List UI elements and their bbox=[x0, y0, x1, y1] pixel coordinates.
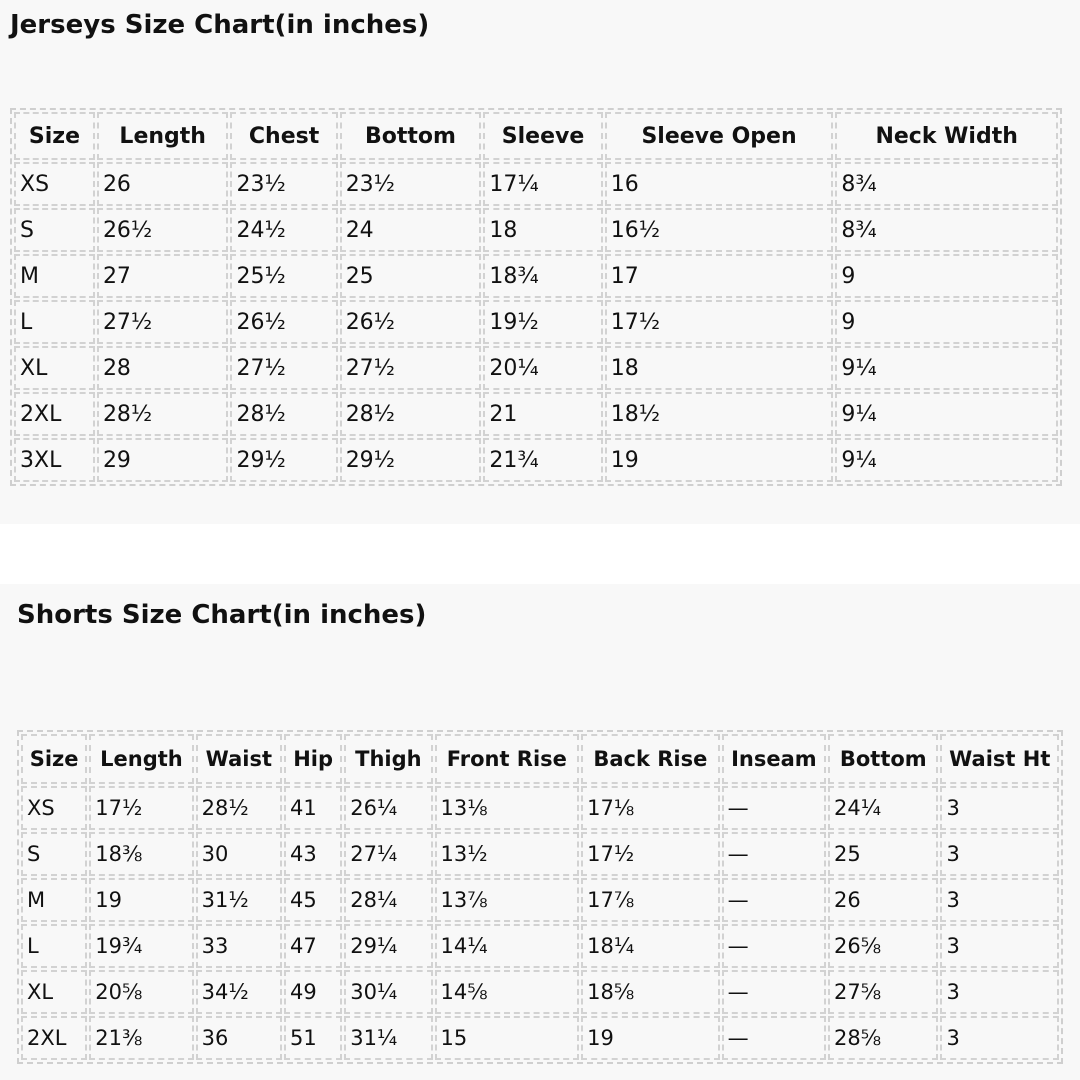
table-row bbox=[14, 438, 1058, 482]
column-header: Length bbox=[97, 112, 229, 160]
table-cell: XL bbox=[21, 970, 87, 1014]
table-cell: 3 bbox=[940, 1016, 1059, 1060]
table-cell: 21 bbox=[483, 392, 602, 436]
table-cell: 23½ bbox=[230, 162, 337, 206]
table-cell: 26 bbox=[97, 162, 229, 206]
table-cell: 51 bbox=[284, 1016, 342, 1060]
table-row bbox=[14, 208, 1058, 252]
table-cell: 27½ bbox=[230, 346, 337, 390]
table-cell: 28½ bbox=[230, 392, 337, 436]
table-row bbox=[14, 392, 1058, 436]
table-cell: 17½ bbox=[89, 786, 193, 830]
table-cell: — bbox=[722, 1016, 826, 1060]
table-cell: 2XL bbox=[14, 392, 95, 436]
table-cell: 26½ bbox=[340, 300, 482, 344]
table-cell: 17⅛ bbox=[581, 786, 720, 830]
table-cell: 19¾ bbox=[89, 924, 193, 968]
table-cell: 17¼ bbox=[483, 162, 602, 206]
shorts-chart-title: Shorts Size Chart(in inches) bbox=[17, 600, 427, 630]
table-cell: 2XL bbox=[21, 1016, 87, 1060]
table-cell: 16½ bbox=[605, 208, 834, 252]
table-cell: 15 bbox=[435, 1016, 580, 1060]
table-cell: — bbox=[722, 924, 826, 968]
table-cell: 13⅞ bbox=[435, 878, 580, 922]
column-header: Size bbox=[21, 734, 87, 784]
table-cell: XL bbox=[14, 346, 95, 390]
column-header: Sleeve bbox=[483, 112, 602, 160]
table-cell: 3 bbox=[940, 878, 1059, 922]
table-row bbox=[21, 924, 1059, 968]
table-cell: 24 bbox=[340, 208, 482, 252]
table-cell: 18⅝ bbox=[581, 970, 720, 1014]
table-cell: L bbox=[21, 924, 87, 968]
table-cell: 9 bbox=[835, 300, 1058, 344]
column-header: Back Rise bbox=[581, 734, 720, 784]
table-cell: 26½ bbox=[230, 300, 337, 344]
table-cell: 17½ bbox=[605, 300, 834, 344]
table-cell: 3XL bbox=[14, 438, 95, 482]
table-cell: 29 bbox=[97, 438, 229, 482]
column-header: Neck Width bbox=[835, 112, 1058, 160]
column-header: Inseam bbox=[722, 734, 826, 784]
table-cell: 3 bbox=[940, 924, 1059, 968]
table-cell: 18¾ bbox=[483, 254, 602, 298]
table-cell: 34½ bbox=[196, 970, 282, 1014]
table-cell: 19½ bbox=[483, 300, 602, 344]
table-cell: 20⅝ bbox=[89, 970, 193, 1014]
table-cell: 28⅝ bbox=[828, 1016, 938, 1060]
table-cell: 25½ bbox=[230, 254, 337, 298]
table-cell: 18 bbox=[483, 208, 602, 252]
table-row bbox=[14, 346, 1058, 390]
table-row bbox=[21, 1016, 1059, 1060]
table-cell: S bbox=[21, 832, 87, 876]
table-cell: 28½ bbox=[340, 392, 482, 436]
table-cell: — bbox=[722, 832, 826, 876]
table-cell: 27½ bbox=[97, 300, 229, 344]
column-header: Waist bbox=[196, 734, 282, 784]
table-cell: 18¼ bbox=[581, 924, 720, 968]
column-header: Length bbox=[89, 734, 193, 784]
table-cell: 18½ bbox=[605, 392, 834, 436]
table-cell: 33 bbox=[196, 924, 282, 968]
table-cell: 25 bbox=[828, 832, 938, 876]
table-cell: 25 bbox=[340, 254, 482, 298]
table-cell: 9¼ bbox=[835, 438, 1058, 482]
table-cell: 17 bbox=[605, 254, 834, 298]
table-row bbox=[21, 878, 1059, 922]
table-cell: 9¼ bbox=[835, 346, 1058, 390]
table-cell: 23½ bbox=[340, 162, 482, 206]
table-cell: 30 bbox=[196, 832, 282, 876]
table-cell: 19 bbox=[89, 878, 193, 922]
table-cell: 18⅜ bbox=[89, 832, 193, 876]
table-cell: 27¼ bbox=[344, 832, 432, 876]
column-header: Waist Ht bbox=[940, 734, 1059, 784]
table-cell: M bbox=[21, 878, 87, 922]
table-cell: 30¼ bbox=[344, 970, 432, 1014]
table-row bbox=[21, 786, 1059, 830]
table-cell: — bbox=[722, 786, 826, 830]
table-cell: 13½ bbox=[435, 832, 580, 876]
table-cell: XS bbox=[21, 786, 87, 830]
table-cell: 9 bbox=[835, 254, 1058, 298]
jerseys-chart-title: Jerseys Size Chart(in inches) bbox=[10, 10, 430, 40]
table-cell: 8¾ bbox=[835, 162, 1058, 206]
table-cell: XS bbox=[14, 162, 95, 206]
table-cell: 27⅝ bbox=[828, 970, 938, 1014]
table-cell: 3 bbox=[940, 832, 1059, 876]
table-cell: — bbox=[722, 970, 826, 1014]
table-cell: 19 bbox=[581, 1016, 720, 1060]
table-cell: M bbox=[14, 254, 95, 298]
table-cell: 9¼ bbox=[835, 392, 1058, 436]
table-cell: 21¾ bbox=[483, 438, 602, 482]
table-cell: 26 bbox=[828, 878, 938, 922]
table-cell: 3 bbox=[940, 786, 1059, 830]
table-cell: 20¼ bbox=[483, 346, 602, 390]
column-header: Bottom bbox=[340, 112, 482, 160]
column-header: Sleeve Open bbox=[605, 112, 834, 160]
table-row bbox=[14, 162, 1058, 206]
table-cell: 16 bbox=[605, 162, 834, 206]
table-row bbox=[21, 970, 1059, 1014]
table-cell: 26⅝ bbox=[828, 924, 938, 968]
table-row bbox=[21, 832, 1059, 876]
table-cell: 24¼ bbox=[828, 786, 938, 830]
column-header: Thigh bbox=[344, 734, 432, 784]
table-cell: 28½ bbox=[196, 786, 282, 830]
table-cell: 29½ bbox=[230, 438, 337, 482]
table-cell: 19 bbox=[605, 438, 834, 482]
table-cell: 17⅞ bbox=[581, 878, 720, 922]
table-cell: 24½ bbox=[230, 208, 337, 252]
table-cell: 45 bbox=[284, 878, 342, 922]
table-header-row bbox=[14, 112, 1058, 160]
table-cell: 13⅛ bbox=[435, 786, 580, 830]
table-cell: 47 bbox=[284, 924, 342, 968]
table-cell: — bbox=[722, 878, 826, 922]
table-cell: 26¼ bbox=[344, 786, 432, 830]
shorts-size-table bbox=[17, 730, 1063, 1064]
column-header: Front Rise bbox=[435, 734, 580, 784]
table-cell: 28¼ bbox=[344, 878, 432, 922]
table-cell: 8¾ bbox=[835, 208, 1058, 252]
table-cell: 43 bbox=[284, 832, 342, 876]
table-cell: 27 bbox=[97, 254, 229, 298]
table-cell: 21⅜ bbox=[89, 1016, 193, 1060]
column-header: Bottom bbox=[828, 734, 938, 784]
table-cell: 3 bbox=[940, 970, 1059, 1014]
table-cell: 27½ bbox=[340, 346, 482, 390]
table-cell: 28 bbox=[97, 346, 229, 390]
table-cell: 17½ bbox=[581, 832, 720, 876]
table-cell: S bbox=[14, 208, 95, 252]
table-cell: 41 bbox=[284, 786, 342, 830]
table-cell: 31½ bbox=[196, 878, 282, 922]
table-row bbox=[14, 300, 1058, 344]
table-cell: 18 bbox=[605, 346, 834, 390]
column-header: Size bbox=[14, 112, 95, 160]
jerseys-size-table bbox=[10, 108, 1062, 486]
table-header-row bbox=[21, 734, 1059, 784]
column-header: Chest bbox=[230, 112, 337, 160]
table-cell: 49 bbox=[284, 970, 342, 1014]
table-cell: 31¼ bbox=[344, 1016, 432, 1060]
column-header: Hip bbox=[284, 734, 342, 784]
table-cell: 26½ bbox=[97, 208, 229, 252]
table-row bbox=[14, 254, 1058, 298]
table-cell: L bbox=[14, 300, 95, 344]
table-cell: 28½ bbox=[97, 392, 229, 436]
table-cell: 29½ bbox=[340, 438, 482, 482]
table-cell: 14¼ bbox=[435, 924, 580, 968]
table-cell: 29¼ bbox=[344, 924, 432, 968]
table-cell: 36 bbox=[196, 1016, 282, 1060]
table-cell: 14⅝ bbox=[435, 970, 580, 1014]
